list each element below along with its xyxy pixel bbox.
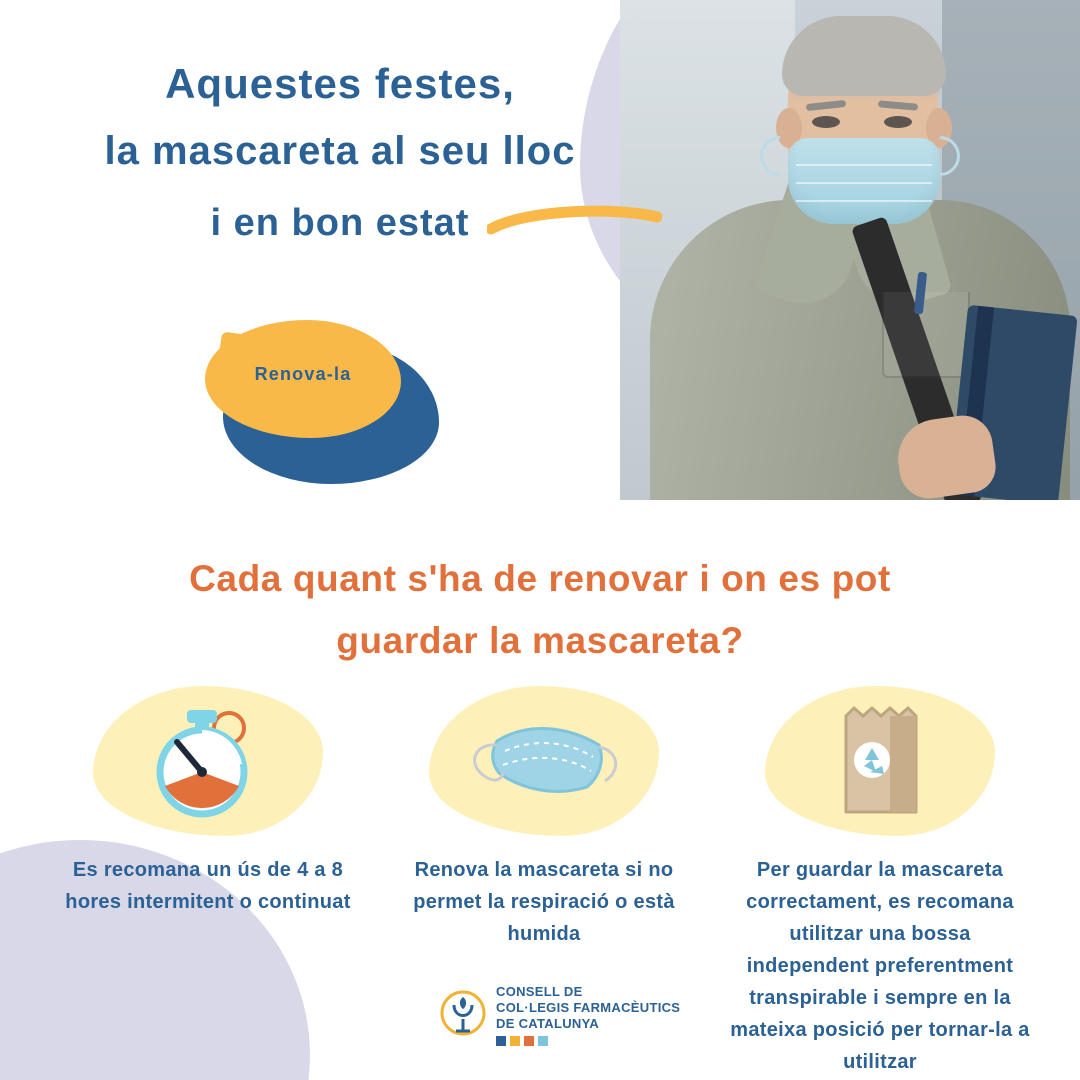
photo-background <box>620 0 1080 500</box>
tip-1-text: Es recomana un ús de 4 a 8 hores intermitent o continuat <box>65 859 351 913</box>
badge-label: Renova-la <box>254 364 352 384</box>
photo-hair <box>782 16 946 96</box>
renova-la-badge <box>205 320 445 495</box>
yellow-underline-swoosh-icon <box>487 205 662 235</box>
photo-masked-man <box>620 0 1080 500</box>
tip-3-icon-blob <box>765 686 995 836</box>
tip-column-3 <box>712 686 1048 1078</box>
logo-line-3: DE CATALUNYA <box>496 1016 600 1031</box>
tip-1-icon-blob <box>93 686 323 836</box>
photo-face-mask <box>788 138 940 224</box>
tip-2-text: Renova la mascareta si no permet la respiració o està humida <box>413 859 675 945</box>
question-line-1: Cada quant s'ha de renovar i on es pot <box>189 558 891 599</box>
photo-shirt-pocket <box>882 292 970 378</box>
tip-3-text: Per guardar la mascareta correctament, es recomana utilitzar una bossa independent preferentment transpirable i sempre en la mateixa posició per tornar-la a utilitzar <box>730 859 1030 1073</box>
paper-bag-recycle-icon <box>820 696 940 826</box>
headline-line-3: i en bon estat <box>210 202 470 244</box>
logo <box>440 984 680 1046</box>
stopwatch-icon <box>143 702 273 820</box>
photo-eye-left <box>812 116 840 128</box>
logo-color-squares <box>496 1036 680 1046</box>
logo-line-2: COL·LEGIS FARMACÈUTICS <box>496 1000 681 1015</box>
question-line-2: guardar la mascareta? <box>336 620 744 661</box>
photo-eye-right <box>884 116 912 128</box>
headline-line-1: Aquestes festes, <box>165 60 515 107</box>
tip-2-icon-blob <box>429 686 659 836</box>
question-heading <box>40 548 1040 672</box>
headline-line-2: la mascareta al seu lloc <box>104 129 576 173</box>
logo-line-1: CONSELL DE <box>496 984 583 999</box>
pharmacy-bowl-hygieia-icon <box>440 989 486 1041</box>
tip-column-1 <box>40 686 376 1078</box>
surgical-mask-icon <box>459 711 629 811</box>
